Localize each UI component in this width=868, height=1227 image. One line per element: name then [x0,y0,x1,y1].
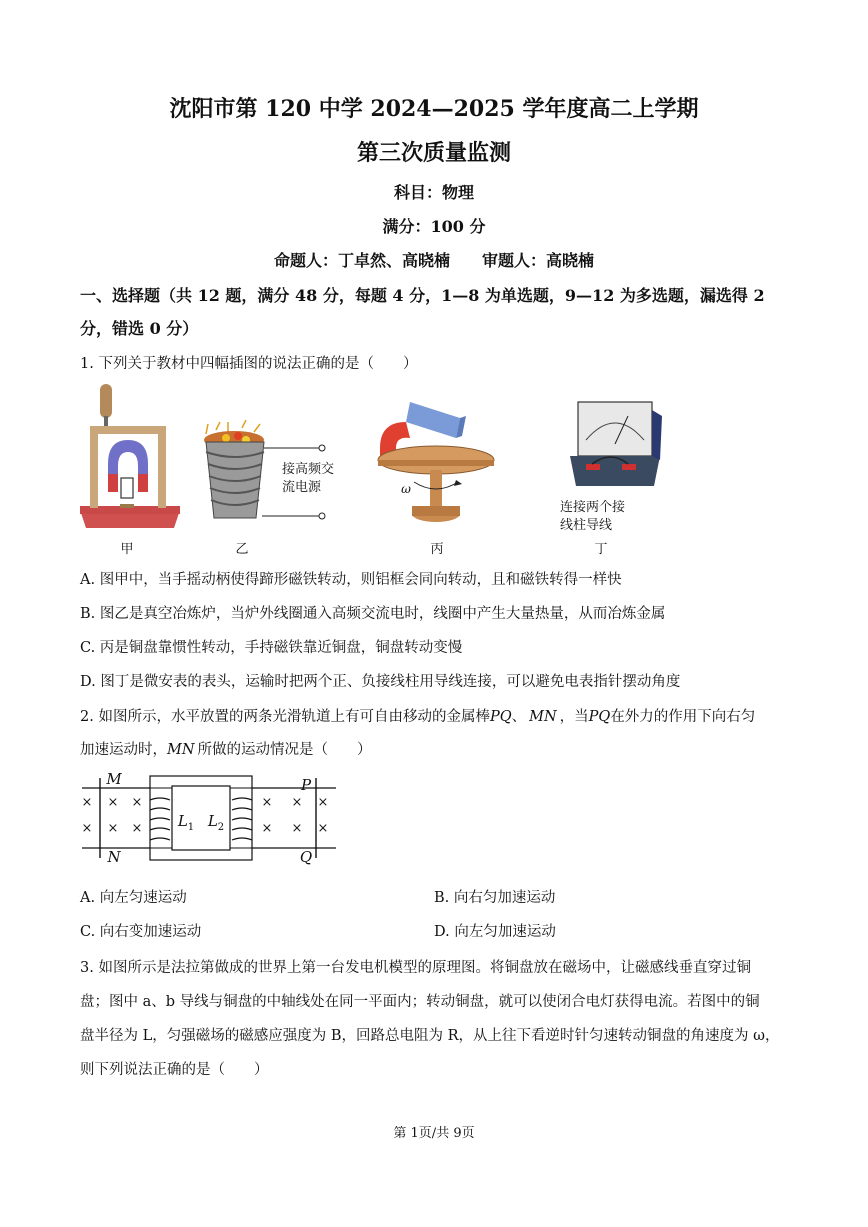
figure-yi-note-line2: 流电源 [282,480,322,495]
q2-stem-line2 [80,738,795,759]
figure-bing-omega-label: ω [401,482,411,496]
q2-field-cross: × [261,821,273,836]
q1-option-b: B. 图乙是真空冶炼炉，当炉外线圈通入高频交流电时，线圈中产生大量热量，从而冶炼金属 [80,606,666,622]
q2-label-l2 [204,812,228,833]
q2-l2-subscript: 2 [217,822,225,833]
q2-field-cross: × [81,821,93,836]
q2-pq-symbol: PQ [489,709,512,725]
q2-stem-part-b: ，当 [559,709,589,725]
score-line: 满分：100 分 [382,217,486,236]
q2-field-cross: × [107,795,119,810]
authors-line: 命题人：丁卓然、高晓楠 审题人：高晓楠 [273,251,594,270]
q1-stem: 1. 下列关于教材中四幅插图的说法正确的是（ ） [80,356,418,372]
q2-field-cross: × [261,795,273,810]
q3-stem-line2: 盘；图中 a、b 导线与铜盘的中轴线处在同一平面内；转动铜盘，就可以使闭合电灯获得电流。若图中的铜 [80,994,760,1010]
q2-l1-subscript: 1 [187,822,195,833]
q2-label-n: N [107,848,121,866]
q2-option-a: A. 向左匀速运动 [80,890,187,906]
q2-option-d: D. 向左匀加速运动 [434,924,556,940]
q2-field-cross: × [107,821,119,836]
q2-separator: 、 [511,709,527,725]
figure-bing-label: 丙 [430,542,444,557]
q2-field-cross: × [317,795,329,810]
figure-jia-label: 甲 [120,542,134,557]
q2-stem-line1 [80,705,795,726]
q1-option-a: A. 图甲中，当手摇动柄使得蹄形磁铁转动，则铝框会同向转动，且和磁铁转得一样快 [80,572,622,588]
q2-label-m: M [106,770,122,788]
figure-jia-magnet-frame [78,382,184,532]
q2-option-c: C. 向右变加速运动 [80,924,202,940]
figure-ding-microammeter [566,400,666,496]
section-heading-line1: 一、选择题（共 12 题，满分 48 分，每题 4 分，1—8 为单选题，9—12 为多选题，漏选得 2 [80,286,765,305]
figure-yi-note-line1: 接高频交 [282,462,335,477]
q2-field-cross: × [291,821,303,836]
q2-field-cross: × [291,795,303,810]
q1-option-d: D. 图丁是微安表的表头，运输时把两个正、负接线柱用导线连接，可以避免电表指针摆动角度 [80,674,681,690]
figure-bing-copper-disk [370,398,500,530]
q2-pq-symbol-2: PQ [588,709,611,725]
q2-label-q: Q [299,848,313,866]
q3-stem-line3: 盘半径为 L，匀强磁场的磁感应强度为 B，回路总电阻为 R，从上往下看逆时针匀速转动铜盘的角速度为 ω， [80,1028,780,1044]
q2-label-p: P [300,776,312,794]
q2-stem-part-c: 在外力的作用下向右匀 [610,709,756,725]
q2-mn-symbol-2: MN [167,742,195,758]
q2-stem-part-a: 2. 如图所示，水平放置的两条光滑轨道上有可自由移动的金属棒 [80,709,490,725]
q3-stem-line1: 3. 如图所示是法拉第做成的世界上第一台发电机模型的原理图。将铜盘放在磁场中，让磁感线垂直穿过铜 [80,960,751,976]
q2-option-b: B. 向右匀加速运动 [434,890,556,906]
q2-label-l1 [174,812,198,833]
q2-field-cross: × [317,821,329,836]
q2-field-cross: × [81,795,93,810]
figure-yi-label: 乙 [235,542,249,557]
subject-line: 科目：物理 [393,183,474,202]
q2-line2-part-b: 所做的运动情况是（ ） [197,742,372,758]
exam-title-line1: 沈阳市第 120 中学 2024—2025 学年度高二上学期 [169,96,699,122]
q2-field-cross: × [131,821,143,836]
page-number-footer: 第 1页/共 9页 [393,1126,475,1141]
q2-mn-symbol: MN [529,709,557,725]
q2-field-cross: × [131,795,143,810]
section-heading-line2: 分，错选 0 分） [80,319,199,338]
exam-title-line2: 第三次质量监测 [356,140,511,166]
q2-l2-letter: L [207,812,218,830]
figure-ding-note-line2: 线柱导线 [560,518,613,533]
figure-ding-label: 丁 [594,542,608,557]
q3-stem-line4: 则下列说法正确的是（ ） [80,1062,269,1078]
q2-line2-part-a: 加速运动时， [80,742,167,758]
q1-option-c: C. 丙是铜盘靠惯性转动，手持磁铁靠近铜盘，铜盘转动变慢 [80,640,463,656]
q2-l1-letter: L [177,812,188,830]
figure-ding-note-line1: 连接两个接 [560,500,626,515]
